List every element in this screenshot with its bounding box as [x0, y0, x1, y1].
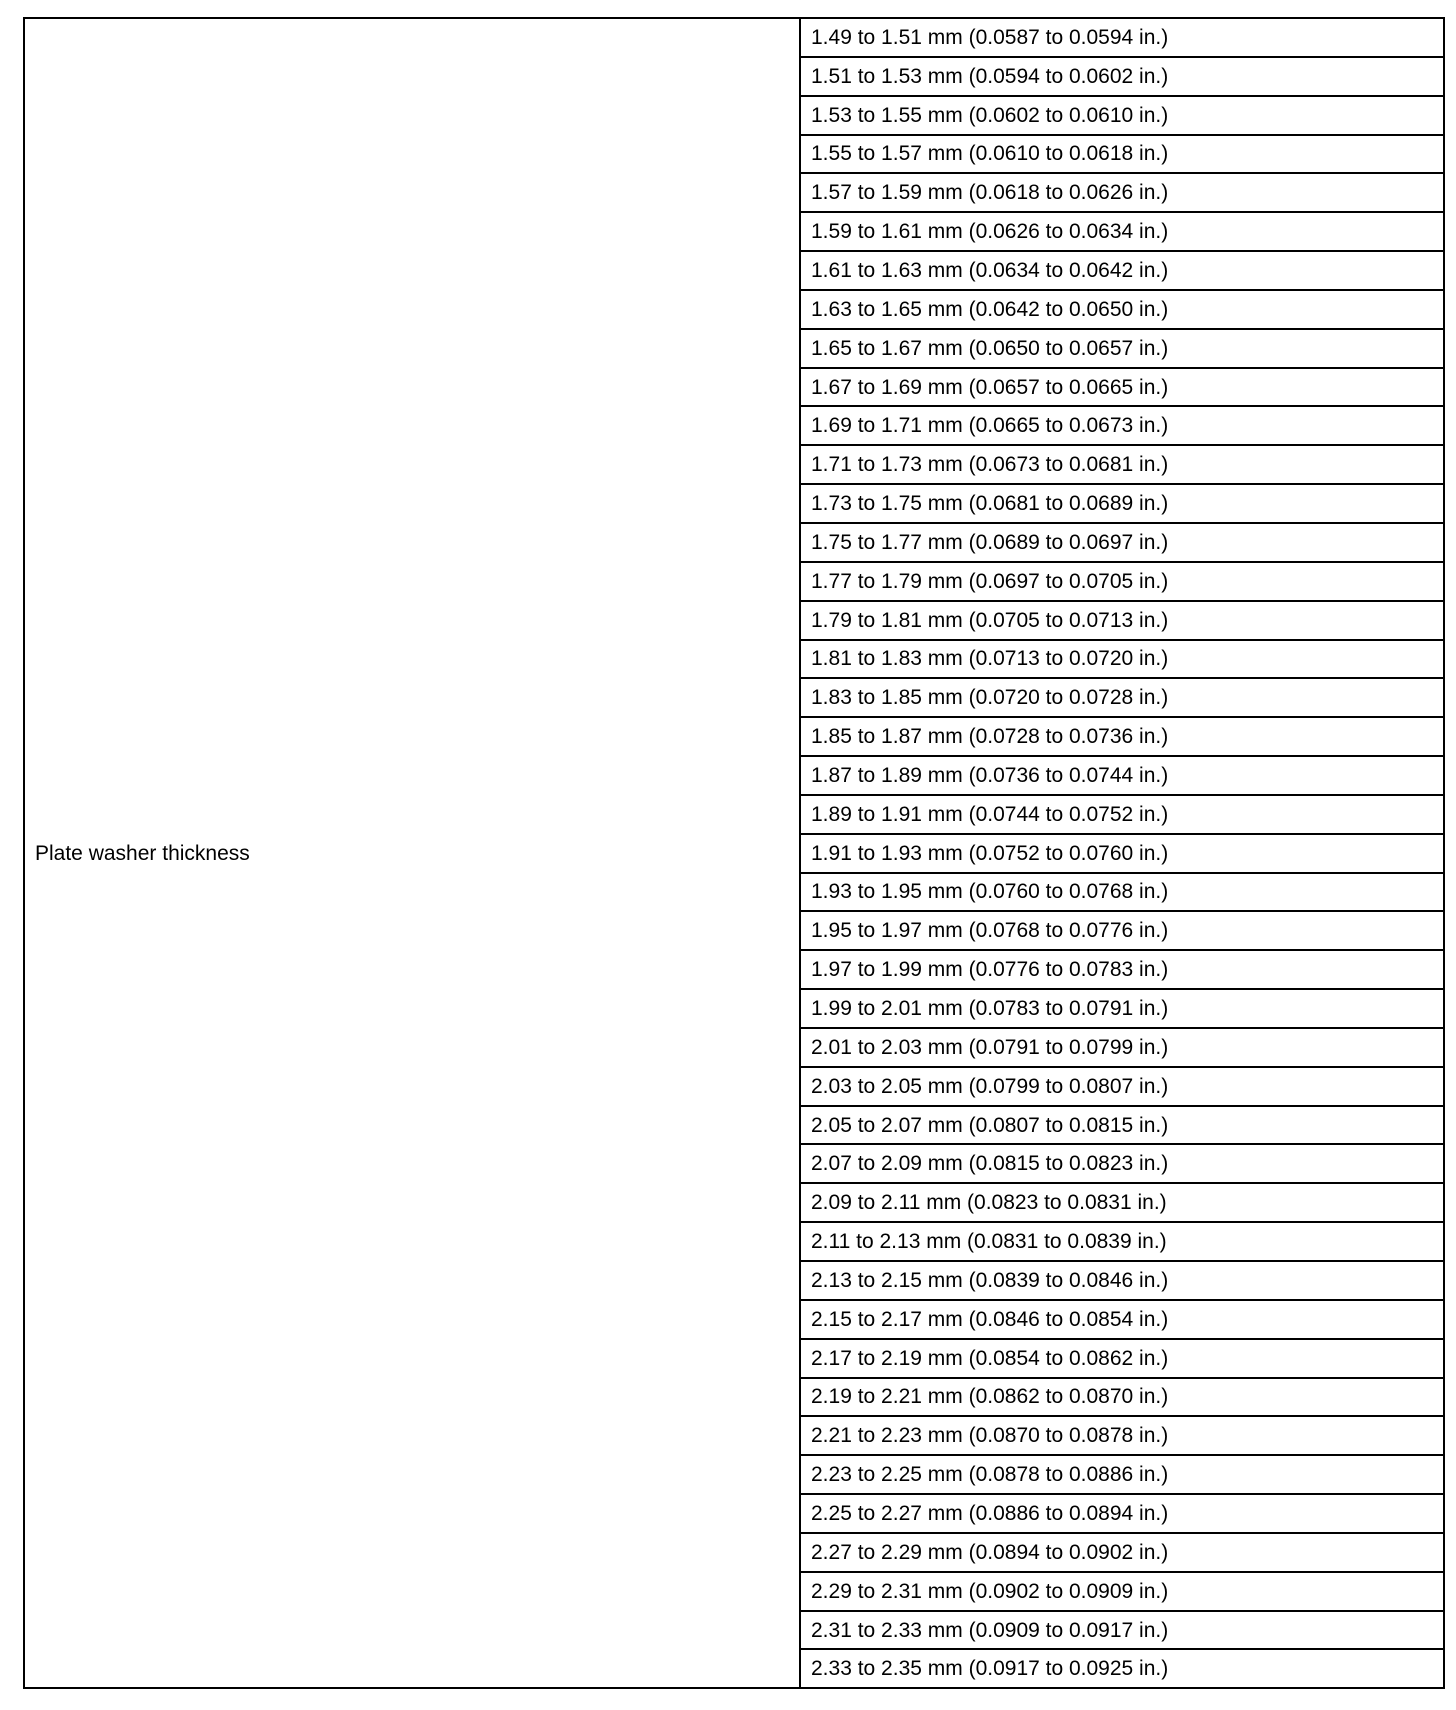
thickness-value-cell: 2.07 to 2.09 mm (0.0815 to 0.0823 in.): [800, 1144, 1444, 1183]
thickness-value-cell: 1.71 to 1.73 mm (0.0673 to 0.0681 in.): [800, 445, 1444, 484]
thickness-value-cell: 1.99 to 2.01 mm (0.0783 to 0.0791 in.): [800, 989, 1444, 1028]
thickness-value-cell: 1.87 to 1.89 mm (0.0736 to 0.0744 in.): [800, 756, 1444, 795]
thickness-value-cell: 1.69 to 1.71 mm (0.0665 to 0.0673 in.): [800, 406, 1444, 445]
thickness-value-cell: 1.89 to 1.91 mm (0.0744 to 0.0752 in.): [800, 795, 1444, 834]
thickness-value-cell: 2.33 to 2.35 mm (0.0917 to 0.0925 in.): [800, 1649, 1444, 1688]
thickness-value-cell: 1.53 to 1.55 mm (0.0602 to 0.0610 in.): [800, 96, 1444, 135]
table-body: [24, 18, 1444, 1688]
thickness-value-cell: 1.63 to 1.65 mm (0.0642 to 0.0650 in.): [800, 290, 1444, 329]
thickness-value-cell: 1.57 to 1.59 mm (0.0618 to 0.0626 in.): [800, 173, 1444, 212]
thickness-value-cell: 1.59 to 1.61 mm (0.0626 to 0.0634 in.): [800, 212, 1444, 251]
thickness-value-cell: 2.03 to 2.05 mm (0.0799 to 0.0807 in.): [800, 1067, 1444, 1106]
table-row: [24, 18, 1444, 57]
thickness-value-cell: 2.05 to 2.07 mm (0.0807 to 0.0815 in.): [800, 1106, 1444, 1145]
thickness-value-cell: 1.51 to 1.53 mm (0.0594 to 0.0602 in.): [800, 57, 1444, 96]
thickness-value-cell: 2.13 to 2.15 mm (0.0839 to 0.0846 in.): [800, 1261, 1444, 1300]
thickness-value-cell: 2.11 to 2.13 mm (0.0831 to 0.0839 in.): [800, 1222, 1444, 1261]
thickness-value-cell: 1.91 to 1.93 mm (0.0752 to 0.0760 in.): [800, 834, 1444, 873]
thickness-value-cell: 1.83 to 1.85 mm (0.0720 to 0.0728 in.): [800, 678, 1444, 717]
thickness-value-cell: 2.21 to 2.23 mm (0.0870 to 0.0878 in.): [800, 1416, 1444, 1455]
thickness-value-cell: 2.19 to 2.21 mm (0.0862 to 0.0870 in.): [800, 1378, 1444, 1417]
thickness-value-cell: 1.55 to 1.57 mm (0.0610 to 0.0618 in.): [800, 135, 1444, 174]
thickness-value-cell: 1.81 to 1.83 mm (0.0713 to 0.0720 in.): [800, 640, 1444, 679]
thickness-value-cell: 1.93 to 1.95 mm (0.0760 to 0.0768 in.): [800, 873, 1444, 912]
thickness-value-cell: 2.15 to 2.17 mm (0.0846 to 0.0854 in.): [800, 1300, 1444, 1339]
thickness-value-cell: 1.49 to 1.51 mm (0.0587 to 0.0594 in.): [800, 18, 1444, 57]
thickness-value-cell: 2.01 to 2.03 mm (0.0791 to 0.0799 in.): [800, 1028, 1444, 1067]
thickness-value-cell: 1.73 to 1.75 mm (0.0681 to 0.0689 in.): [800, 484, 1444, 523]
thickness-value-cell: 1.67 to 1.69 mm (0.0657 to 0.0665 in.): [800, 368, 1444, 407]
thickness-value-cell: 1.79 to 1.81 mm (0.0705 to 0.0713 in.): [800, 601, 1444, 640]
thickness-value-cell: 2.09 to 2.11 mm (0.0823 to 0.0831 in.): [800, 1183, 1444, 1222]
thickness-value-cell: 2.27 to 2.29 mm (0.0894 to 0.0902 in.): [800, 1533, 1444, 1572]
thickness-value-cell: 1.75 to 1.77 mm (0.0689 to 0.0697 in.): [800, 523, 1444, 562]
thickness-value-cell: 1.95 to 1.97 mm (0.0768 to 0.0776 in.): [800, 911, 1444, 950]
thickness-value-cell: 2.25 to 2.27 mm (0.0886 to 0.0894 in.): [800, 1494, 1444, 1533]
thickness-value-cell: 2.23 to 2.25 mm (0.0878 to 0.0886 in.): [800, 1455, 1444, 1494]
thickness-value-cell: 1.97 to 1.99 mm (0.0776 to 0.0783 in.): [800, 950, 1444, 989]
thickness-value-cell: 2.31 to 2.33 mm (0.0909 to 0.0917 in.): [800, 1611, 1444, 1650]
plate-washer-thickness-table: [23, 17, 1445, 1689]
thickness-value-cell: 1.77 to 1.79 mm (0.0697 to 0.0705 in.): [800, 562, 1444, 601]
thickness-value-cell: 1.65 to 1.67 mm (0.0650 to 0.0657 in.): [800, 329, 1444, 368]
row-label-plate-washer-thickness: Plate washer thickness: [24, 18, 800, 1688]
thickness-value-cell: 1.85 to 1.87 mm (0.0728 to 0.0736 in.): [800, 717, 1444, 756]
thickness-value-cell: 2.29 to 2.31 mm (0.0902 to 0.0909 in.): [800, 1572, 1444, 1611]
thickness-value-cell: 2.17 to 2.19 mm (0.0854 to 0.0862 in.): [800, 1339, 1444, 1378]
thickness-value-cell: 1.61 to 1.63 mm (0.0634 to 0.0642 in.): [800, 251, 1444, 290]
